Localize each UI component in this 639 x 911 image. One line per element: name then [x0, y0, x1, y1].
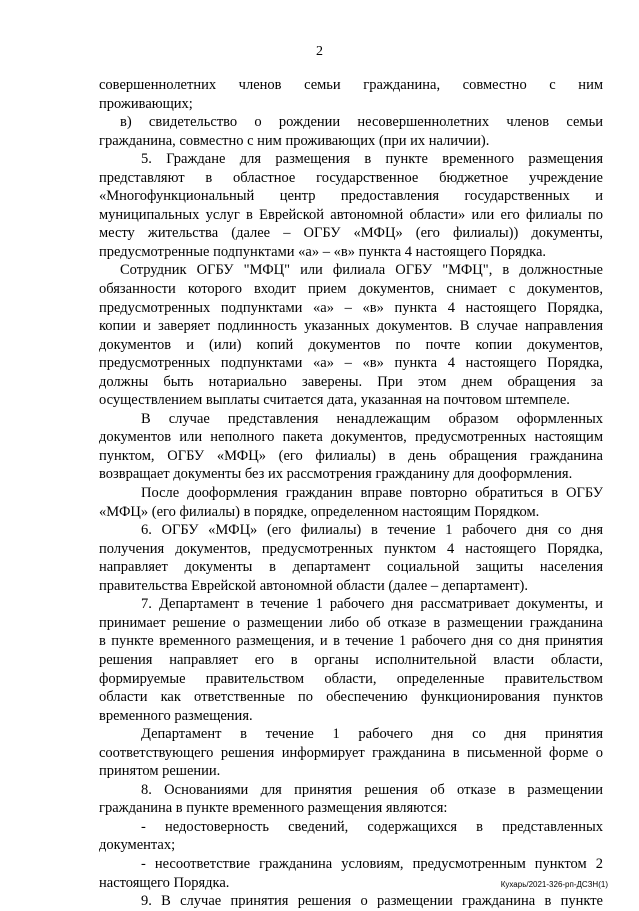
text-line: правительства Еврейской автономной области (далее – департамент). — [99, 577, 528, 594]
text-line: принятом решении. — [99, 763, 221, 780]
text-line: документов или неполного пакета документов, предусмотренных настоящим — [99, 429, 603, 446]
text-line: совершеннолетних членов семьи гражданина, совместно с ним — [99, 77, 603, 93]
text-line: гражданина, совместно с ним проживающих (при их наличии). — [99, 132, 490, 149]
text-line: проживающих; — [99, 95, 193, 112]
text-line: соответствующего решения информирует гражданина в письменной форме о — [99, 744, 603, 761]
page-number: 2 — [316, 44, 323, 59]
text-line: возвращает документы без их рассмотрения гражданину для дооформления. — [99, 466, 573, 483]
text-line: После дооформления гражданин вправе повторно обратиться в ОГБУ — [141, 485, 603, 502]
text-line: настоящего Порядка. — [99, 874, 230, 891]
text-line: предусмотренных подпунктами «а» – «в» пункта 4 настоящего Порядка, — [99, 299, 603, 316]
text-line: 6. ОГБУ «МФЦ» (его филиалы) в течение 1 рабочего дня со дня — [141, 522, 603, 539]
text-line: «МФЦ» (его филиалы) в порядке, определенном настоящим Порядком. — [99, 503, 540, 520]
text-line: 5. Граждане для размещения в пункте временного размещения — [141, 151, 603, 168]
text-line: области как ответственные по обеспечению функционирования пунктов — [99, 689, 603, 706]
text-line: должны быть нотариально заверены. При этом днем обращения за — [99, 373, 603, 390]
text-line: документах; — [99, 837, 176, 854]
text-line: решения направляет его в органы исполнительной власти области, — [99, 651, 603, 668]
text-line: направляет документы в департамент социальной защиты населения — [99, 559, 603, 576]
text-line: в пункте временного размещения, и в течение 1 рабочего дня со дня принятия — [99, 633, 603, 650]
text-line: Департамент в течение 1 рабочего дня со дня принятия — [141, 726, 603, 743]
text-line: осуществлением выплаты считается дата, указанная на почтовом штемпеле. — [99, 392, 570, 409]
text-line: 9. В случае принятия решения о размещении гражданина в пункте — [141, 893, 603, 910]
text-line: 8. Основаниями для принятия решения об отказе в размещении — [141, 781, 603, 798]
text-line: пунктом, ОГБУ «МФЦ» (его филиалы) в день обращения гражданина — [99, 447, 603, 464]
text-line: получения документов, предусмотренных пунктом 4 настоящего Порядка, — [99, 540, 603, 557]
text-line: принимает решение о размещении либо об отказе в размещении гражданина — [99, 614, 603, 631]
text-line: В случае представления ненадлежащим образом оформленных — [141, 410, 603, 427]
text-line: представляют в областное государственное бюджетное учреждение — [99, 169, 603, 186]
document-body — [99, 76, 603, 911]
text-line: месту жительства (далее – ОГБУ «МФЦ» (его филиалы)) документы, — [99, 225, 603, 242]
text-line: документов и (или) копий документов по почте копии документов, — [99, 336, 603, 353]
text-line: предусмотренные подпунктами «а» – «в» пункта 4 настоящего Порядка. — [99, 243, 547, 260]
document-footer: Кухарь/2021-326-рп-ДСЗН(1) — [500, 880, 608, 889]
text-line: копии и заверяет подлинность указанных документов. В случае направления — [99, 318, 603, 335]
text-line: предусмотренных подпунктами «а» – «в» пункта 4 настоящего Порядка, — [99, 355, 603, 372]
text-line: формируемые правительством области, определенные правительством — [99, 670, 603, 687]
text-line: 7. Департамент в течение 1 рабочего дня рассматривает документы, и — [141, 596, 603, 613]
text-line: «Многофункциональный центр предоставления государственных и — [99, 188, 603, 205]
text-line: - несоответствие гражданина условиям, предусмотренным пунктом 2 — [141, 855, 603, 872]
text-line: обязанности которого входит прием документов, снимает с документов, — [99, 281, 603, 298]
text-line: - недостоверность сведений, содержащихся в представленных — [141, 818, 603, 835]
text-line: муниципальных услуг в Еврейской автономной области» или его филиалы по — [99, 206, 603, 223]
text-line: временного размещения. — [99, 707, 253, 724]
text-line: гражданина в пункте временного размещения являются: — [99, 800, 448, 817]
text-line: в) свидетельство о рождении несовершеннолетних членов семьи — [120, 114, 603, 131]
text-line: Сотрудник ОГБУ "МФЦ" или филиала ОГБУ "МФЦ", в должностные — [120, 262, 603, 279]
